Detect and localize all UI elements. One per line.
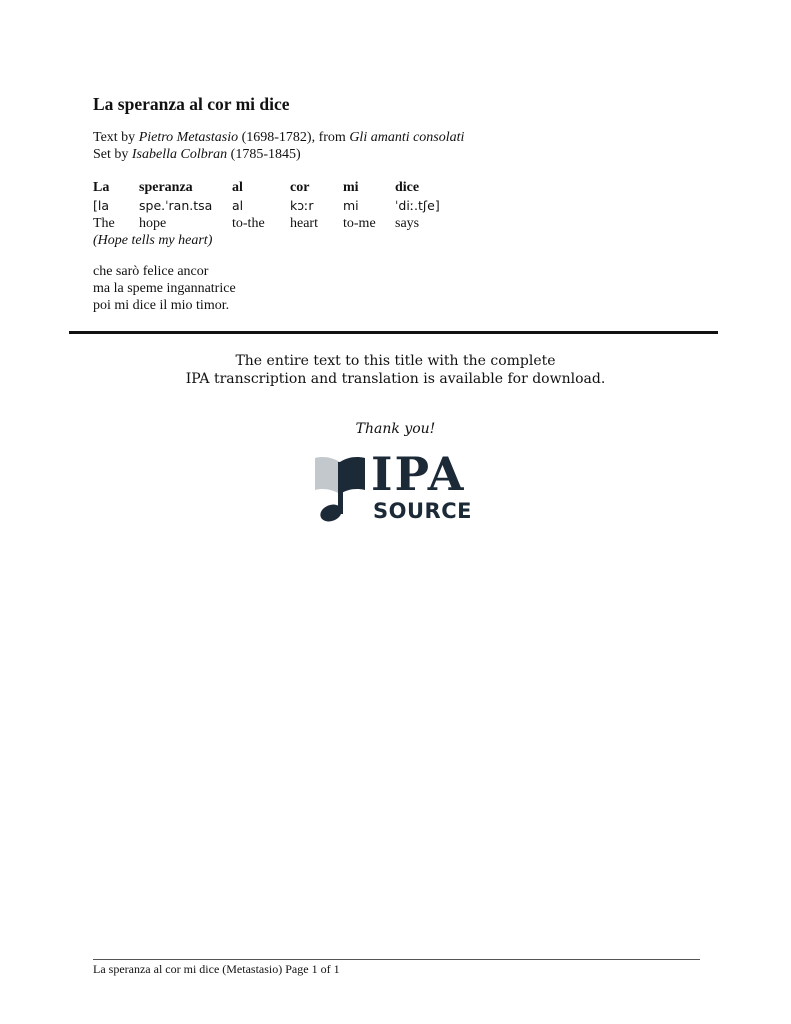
verse-line: ma la speme ingannatrice: [93, 281, 236, 296]
gloss-cell: to-the: [232, 216, 265, 231]
ipa-cell: [la: [93, 198, 110, 213]
verse-line: che sarò felice ancor: [93, 264, 209, 279]
section-divider: [69, 331, 718, 334]
footer-divider: [93, 959, 700, 960]
ipa-cell: spe.ˈran.tsa: [139, 198, 213, 213]
poet-name: Pietro Metastasio: [138, 130, 239, 145]
gloss-cell: says: [395, 216, 420, 231]
word-cell: dice: [395, 180, 420, 195]
source-work: Gli amanti consolati: [349, 130, 465, 145]
text-by-label: Text by: [93, 130, 139, 145]
page-footer: La speranza al cor mi dice (Metastasio) Page 1 of 1: [93, 962, 340, 976]
verse-lines: [93, 263, 236, 314]
text-credit-line: [93, 129, 464, 146]
word-cell: La: [93, 180, 110, 195]
gloss-cell: The: [93, 216, 115, 231]
thank-you-text: Thank you!: [355, 421, 436, 437]
composer-dates: (1785-1845): [227, 147, 301, 162]
book-music-note-icon: [313, 454, 371, 526]
composer-name: Isabella Colbran: [131, 147, 228, 162]
logo-word-ipa: IPA: [371, 447, 466, 501]
gloss-cell: to-me: [343, 216, 376, 231]
download-notice: [0, 353, 791, 388]
word-cell: mi: [343, 180, 359, 195]
line-translation: (Hope tells my heart): [93, 233, 213, 248]
logo-word-source: SOURCE: [373, 499, 472, 523]
ipa-cell: mi: [343, 198, 359, 213]
word-cell: speranza: [139, 180, 193, 195]
word-cell: al: [232, 180, 243, 195]
verse-line: poi mi dice il mio timor.: [93, 298, 230, 313]
word-cell: cor: [290, 180, 310, 195]
notice-line-1: The entire text to this title with the complete: [235, 353, 556, 369]
ipa-cell: al: [232, 198, 244, 213]
notice-line-2: IPA transcription and translation is available for download.: [185, 370, 606, 387]
gloss-cell: heart: [290, 216, 318, 231]
gloss-cell: hope: [139, 216, 167, 231]
ipa-cell: ˈdiː.tʃe]: [395, 198, 440, 213]
page-title: La speranza al cor mi dice: [93, 94, 290, 114]
set-by-label: Set by: [93, 147, 132, 162]
set-credit-line: [93, 146, 464, 163]
ipa-cell: kɔːr: [290, 198, 314, 213]
ipa-source-logo: [313, 447, 473, 526]
credits: [93, 129, 464, 163]
poet-dates: (1698-1782), from: [238, 130, 350, 145]
